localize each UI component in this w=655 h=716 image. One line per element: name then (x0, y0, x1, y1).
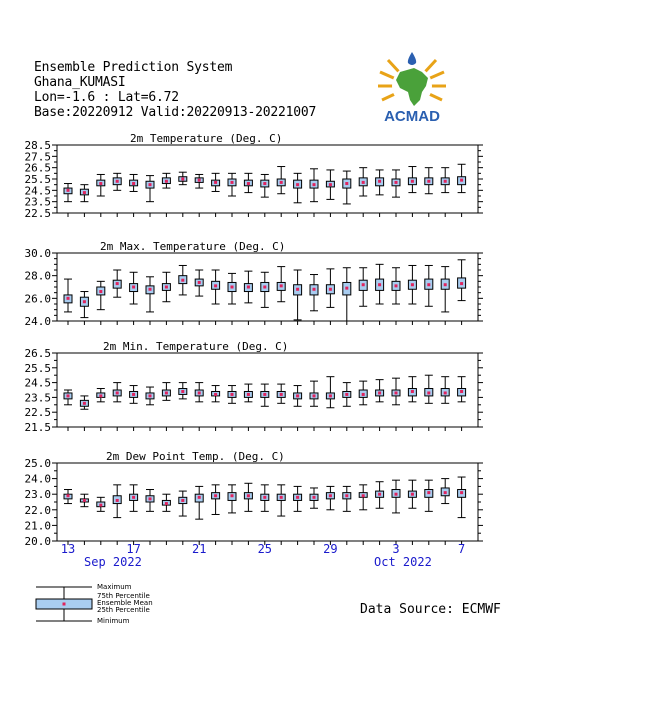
mean-marker (263, 393, 266, 396)
mean-marker (345, 393, 348, 396)
mean-marker (313, 288, 316, 291)
x-month-label: Sep 2022 (84, 555, 142, 569)
mean-marker (198, 281, 201, 284)
mean-marker (83, 499, 86, 502)
x-tick-label: 17 (126, 542, 141, 556)
x-month-label: Oct 2022 (374, 555, 432, 569)
mean-marker (132, 182, 135, 185)
y-tick-label: 22.5 (24, 406, 51, 420)
x-tick-label: 3 (392, 542, 400, 556)
y-tick-label: 21.0 (24, 519, 51, 533)
legend-label: 25th Percentile (97, 606, 150, 614)
mean-marker (313, 183, 316, 186)
mean-marker (345, 287, 348, 290)
mean-marker (132, 286, 135, 289)
mean-marker (198, 496, 201, 499)
x-tick-label: 21 (191, 542, 207, 556)
mean-marker (411, 493, 414, 496)
y-tick-label: 23.0 (24, 488, 51, 502)
mean-marker (296, 183, 299, 186)
panel-title: 2m Max. Temperature (Deg. C) (100, 240, 286, 253)
base-valid-dates: Base:20220912 Valid:20220913-20221007 (34, 105, 317, 120)
logo-text: ACMAD (384, 108, 440, 124)
mean-marker (198, 391, 201, 394)
mean-marker (116, 282, 119, 285)
mean-marker (247, 494, 250, 497)
mean-marker (280, 284, 283, 287)
mean-marker (444, 180, 447, 183)
mean-marker (280, 181, 283, 184)
mean-marker (231, 393, 234, 396)
mean-marker (231, 494, 234, 497)
mean-marker (132, 393, 135, 396)
mean-marker (165, 391, 168, 394)
mean-marker (116, 180, 119, 183)
panel-title: 2m Min. Temperature (Deg. C) (103, 340, 289, 353)
mean-marker (198, 179, 201, 182)
mean-marker (313, 394, 316, 397)
y-tick-label: 28.0 (24, 269, 51, 283)
mean-marker (296, 394, 299, 397)
y-tick-label: 22.5 (24, 207, 51, 220)
mean-marker (181, 178, 184, 181)
mean-marker (181, 279, 184, 282)
station-name: Ghana_KUMASI (34, 75, 126, 90)
mean-marker (149, 288, 152, 291)
mean-marker (83, 402, 86, 405)
mean-marker (378, 180, 381, 183)
mean-marker (460, 491, 463, 494)
mean-marker (395, 391, 398, 394)
mean-marker (149, 497, 152, 500)
legend-label: 75th Percentile (97, 592, 150, 600)
x-tick-label: 29 (323, 542, 338, 556)
mean-marker (67, 189, 70, 192)
mean-marker (329, 394, 332, 397)
legend-mean-marker (63, 603, 66, 606)
mean-marker (444, 491, 447, 494)
y-tick-label: 25.5 (24, 173, 51, 186)
mean-marker (427, 180, 430, 183)
y-tick-label: 26.5 (24, 347, 51, 360)
mean-marker (329, 183, 332, 186)
mean-marker (67, 494, 70, 497)
mean-marker (99, 182, 102, 185)
x-tick-label: 7 (457, 542, 466, 556)
legend-label: Maximum (97, 583, 132, 591)
mean-marker (378, 283, 381, 286)
mean-marker (247, 286, 250, 289)
system-title: Ensemble Prediction System (34, 60, 233, 75)
mean-marker (99, 394, 102, 397)
mean-marker (181, 390, 184, 393)
mean-marker (67, 297, 70, 300)
mean-marker (378, 493, 381, 496)
mean-marker (83, 191, 86, 194)
mean-marker (116, 391, 119, 394)
y-tick-label: 20.0 (24, 535, 51, 548)
station-coordinates: Lon=-1.6 : Lat=6.72 (34, 90, 179, 105)
mean-marker (460, 390, 463, 393)
mean-marker (231, 181, 234, 184)
y-tick-label: 25.0 (24, 457, 51, 470)
mean-marker (378, 391, 381, 394)
mean-marker (411, 283, 414, 286)
x-tick-label: 25 (257, 542, 273, 556)
panel-title: 2m Temperature (Deg. C) (130, 132, 283, 145)
mean-marker (214, 181, 217, 184)
y-tick-label: 24.5 (24, 376, 51, 390)
mean-marker (214, 284, 217, 287)
mean-marker (395, 181, 398, 184)
mean-marker (165, 502, 168, 505)
mean-marker (427, 391, 430, 394)
x-tick-label: 13 (60, 542, 76, 556)
mean-marker (296, 288, 299, 291)
mean-marker (165, 180, 168, 183)
mean-marker (313, 496, 316, 499)
y-tick-label: 30.0 (24, 247, 51, 260)
mean-marker (411, 180, 414, 183)
y-tick-label: 24.0 (24, 315, 51, 328)
mean-marker (411, 390, 414, 393)
mean-marker (165, 286, 168, 289)
y-tick-label: 27.5 (24, 150, 51, 164)
y-tick-label: 22.0 (24, 503, 51, 517)
y-tick-label: 23.5 (24, 195, 51, 209)
mean-marker (247, 393, 250, 396)
mean-marker (83, 300, 86, 303)
legend-label: Minimum (97, 617, 130, 625)
mean-marker (149, 183, 152, 186)
mean-marker (214, 393, 217, 396)
mean-marker (395, 284, 398, 287)
mean-marker (99, 290, 102, 293)
mean-marker (263, 496, 266, 499)
y-tick-label: 28.5 (24, 139, 51, 152)
mean-marker (362, 393, 365, 396)
mean-marker (460, 282, 463, 285)
mean-marker (247, 182, 250, 185)
data-source: Data Source: ECMWF (360, 602, 501, 617)
y-tick-label: 26.0 (24, 292, 51, 306)
mean-marker (444, 283, 447, 286)
panel-title: 2m Dew Point Temp. (Deg. C) (106, 450, 285, 463)
legend-label: Ensemble Mean (97, 599, 153, 607)
mean-marker (362, 283, 365, 286)
mean-marker (280, 393, 283, 396)
mean-marker (444, 391, 447, 394)
y-tick-label: 25.5 (24, 361, 51, 375)
mean-marker (362, 494, 365, 497)
mean-marker (329, 288, 332, 291)
mean-marker (345, 182, 348, 185)
mean-marker (149, 394, 152, 397)
mean-marker (263, 286, 266, 289)
mean-marker (296, 496, 299, 499)
mean-marker (116, 499, 119, 502)
mean-marker (329, 494, 332, 497)
mean-marker (427, 283, 430, 286)
y-tick-label: 23.5 (24, 391, 51, 405)
mean-marker (427, 491, 430, 494)
mean-marker (280, 496, 283, 499)
mean-marker (231, 286, 234, 289)
y-tick-label: 26.5 (24, 161, 51, 175)
mean-marker (460, 179, 463, 182)
y-tick-label: 21.5 (24, 421, 51, 434)
mean-marker (181, 499, 184, 502)
mean-marker (132, 496, 135, 499)
mean-marker (263, 182, 266, 185)
mean-marker (99, 504, 102, 507)
y-tick-label: 24.5 (24, 184, 51, 198)
y-tick-label: 24.0 (24, 472, 51, 486)
mean-marker (362, 181, 365, 184)
mean-marker (345, 494, 348, 497)
mean-marker (214, 494, 217, 497)
mean-marker (67, 394, 70, 397)
mean-marker (395, 493, 398, 496)
